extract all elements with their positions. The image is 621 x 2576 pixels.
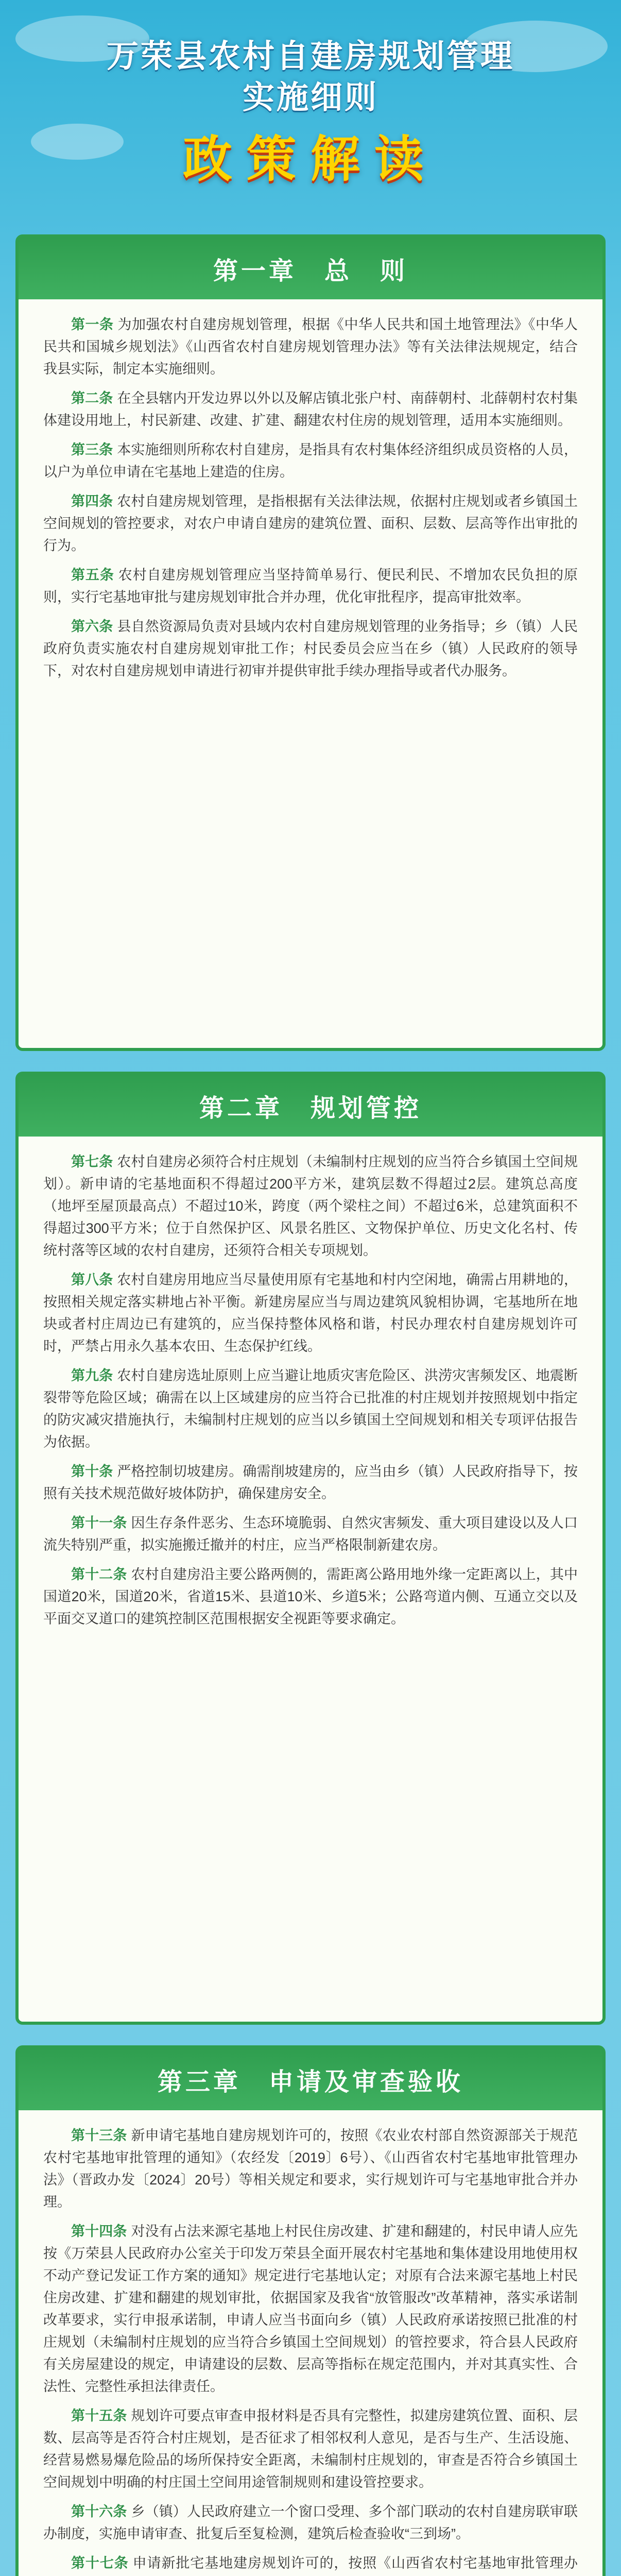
article-number: 第十四条 xyxy=(71,2224,127,2239)
article-text: 农村自建房沿主要公路两侧的，需距离公路用地外缘一定距离以上，其中国道20米，国道20米，省道15米、县道10米、乡道5米；公路弯道内侧、互通立交以及平面交叉道口的建筑控制区范围根据安全视距等要求确定。 xyxy=(43,1567,578,1626)
article-text: 为加强农村自建房规划管理，根据《中华人民共和国土地管理法》《中华人民共和国城乡规划法》《山西省农村自建房规划管理办法》等有关法律法规规定，结合我县实际，制定本实施细则。 xyxy=(43,317,578,377)
article-number: 第五条 xyxy=(71,567,114,583)
page-title-line2: 实施细则 xyxy=(242,80,378,115)
article xyxy=(43,1365,578,1453)
article-text: 农村自建房规划管理，是指根据有关法律法规，依据村庄规划或者乡镇国土空间规划的管控要求，对农户申请自建房的建筑位置、面积、层数、层高等作出审批的行为。 xyxy=(43,494,578,553)
article-number: 第四条 xyxy=(71,494,113,509)
article-number: 第十五条 xyxy=(71,2408,127,2424)
article xyxy=(43,1269,578,1358)
chapter-header xyxy=(19,2048,602,2110)
article-number: 第十条 xyxy=(71,1464,113,1479)
article-number: 第三条 xyxy=(71,442,113,457)
chapter-header xyxy=(19,1075,602,1137)
page-subtitle: 政策解读 xyxy=(183,132,438,187)
article-text: 农村自建房选址原则上应当避让地质灾害危险区、洪涝灾害频发区、地震断裂带等危险区域；确需在以上区域建房的应当符合已批准的村庄规划并按照规划中指定的防灾减灾措施执行，未编制村庄规划的应当以乡镇国土空间规划和相关专项评估报告为依据。 xyxy=(43,1368,578,1450)
chapter-2 xyxy=(15,1072,606,2025)
article xyxy=(43,2405,578,2494)
article-text: 乡（镇）人民政府建立一个窗口受理、多个部门联动的农村自建房联审联办制度，实施申请审查、批复后至复检测，建筑后检查验收“三到场”。 xyxy=(43,2504,578,2541)
article-number: 第十三条 xyxy=(71,2128,127,2143)
article-number: 第十七条 xyxy=(71,2555,129,2571)
article-text: 因生存条件恶劣、生态环境脆弱、自然灾害频发、重大项目建设以及人口流失特别严重，拟实施搬迁撤并的村庄，应当严格限制新建农房。 xyxy=(43,1515,578,1553)
article xyxy=(43,387,578,432)
page-header xyxy=(0,0,621,229)
article-number: 第九条 xyxy=(71,1368,113,1383)
chapter-3 xyxy=(15,2045,606,2576)
article xyxy=(43,1461,578,1505)
article-text: 农村自建房规划管理应当坚持简单易行、便民利民、不增加农民负担的原则，实行宅基地审批与建房规划审批合并办理，优化审批程序，提高审批效率。 xyxy=(43,567,578,605)
article-text: 农村自建房用地应当尽量使用原有宅基地和村内空闲地，确需占用耕地的，按照相关规定落实耕地占补平衡。新建房屋应当与周边建筑风貌相协调，宅基地所在地块或者村庄周边已有建筑的，应当保持整体风格和谐，村民办理农村自建房规划许可时，严禁占用永久基本农田、生态保护红线。 xyxy=(43,1272,578,1354)
article xyxy=(43,564,578,608)
page-title: 万荣县农村自建房规划管理 xyxy=(106,39,514,74)
article-number: 第六条 xyxy=(71,619,113,634)
article-text: 申请新批宅基地建房规划许可的，按照《山西省农村宅基地审批管理办 xyxy=(132,2555,578,2571)
article xyxy=(43,439,578,483)
chapter-title: 第三章 申请及审查验收 xyxy=(157,2068,463,2096)
chapter-header xyxy=(19,238,602,299)
article-text: 农村自建房必须符合村庄规划（未编制村庄规划的应当符合乡镇国土空间规划）。新申请的宅基地面积不得超过200平方米，建筑层数不得超过2层。建筑总高度（地坪至屋顶最高点）不超过10米，跨度（两个梁柱之间）不超过6米，总建筑面积不得超过300平方米；位于自然保护区、风景名胜区、文物保护单位、历史文化名村、传统村落等区域的农村自建房，还须符合相关专项规划。 xyxy=(43,1154,578,1258)
article xyxy=(43,2125,578,2213)
article-text: 县自然资源局负责对县域内农村自建房规划管理的业务指导；乡（镇）人民政府负责实施农村自建房规划审批工作；村民委员会应当在乡（镇）人民政府的领导下，对农村自建房规划申请进行初审并提供审批手续办理指导或者代办服务。 xyxy=(43,619,578,679)
article-number: 第一条 xyxy=(71,317,114,332)
article-number: 第十六条 xyxy=(71,2504,127,2519)
article xyxy=(43,2552,578,2576)
article-text: 严格控制切坡建房。确需削坡建房的，应当由乡（镇）人民政府指导下，按照有关技术规范做好坡体防护，确保建房安全。 xyxy=(43,1464,578,1501)
article xyxy=(43,1512,578,1556)
article-text: 规划许可要点审查申报材料是否具有完整性，拟建房建筑位置、面积、层数、层高等是否符合村庄规划，是否征求了相邻权利人意见，是否与生产、生活设施、经营易燃易爆危险品的场所保持安全距离，未编制村庄规划的，审查是否符合乡镇国土空间规划中明确的村庄国土空间用途管制规则和建设管控要求。 xyxy=(43,2408,578,2490)
chapter-title: 第一章 总 则 xyxy=(213,257,408,285)
article-number: 第八条 xyxy=(71,1272,113,1287)
article-number: 第二条 xyxy=(71,391,113,406)
article xyxy=(43,1564,578,1630)
article xyxy=(43,314,578,380)
article xyxy=(43,1151,578,1262)
article-text: 新申请宅基地自建房规划许可的，按照《农业农村部自然资源部关于规范农村宅基地审批管理的通知》（农经发〔2019〕6号）、《山西省农村宅基地审批管理办法》（晋政办发〔2024〕20号）等相关规定和要求，实行规划许可与宅基地审批合并办理。 xyxy=(43,2128,578,2210)
article-text: 在全县辖内开发边界以外以及解店镇北张户村、南薛朝村、北薛朝村农村集体建设用地上，村民新建、改建、扩建、翻建农村住房的规划管理，适用本实施细则。 xyxy=(43,391,578,428)
article xyxy=(43,2501,578,2545)
article-number: 第七条 xyxy=(71,1154,113,1170)
article-text: 本实施细则所称农村自建房，是指具有农村集体经济组织成员资格的人员，以户为单位申请在宅基地上建造的住房。 xyxy=(43,442,578,480)
article-number: 第十二条 xyxy=(71,1567,127,1582)
chapter-title: 第二章 规划管控 xyxy=(199,1094,422,1122)
article xyxy=(43,2221,578,2398)
article-number: 第十一条 xyxy=(71,1515,127,1531)
article-text: 对没有占法来源宅基地上村民住房改建、扩建和翻建的，村民申请人应先按《万荣县人民政府办公室关于印发万荣县全面开展农村宅基地和集体建设用地使用权不动产登记发证工作方案的通知》规定进行宅基地认定；对原有合法来源宅基地上村民住房改建、扩建和翻建的规划审批，依据国家及我省“放管服改”改革精神，落实承诺制改革要求，实行申报承诺制，申请人应当书面向乡（镇）人民政府承诺按照已批准的村庄规划（未编制村庄规划的应当符合乡镇国土空间规划）的管控要求，符合县人民政府有关房屋建设的规定，申请建设的层数、层高等指标在规定范围内，并对其真实性、合法性、完整性承担法律责任。 xyxy=(43,2224,578,2394)
article xyxy=(43,490,578,557)
article xyxy=(43,616,578,682)
chapter-1 xyxy=(15,234,606,1051)
